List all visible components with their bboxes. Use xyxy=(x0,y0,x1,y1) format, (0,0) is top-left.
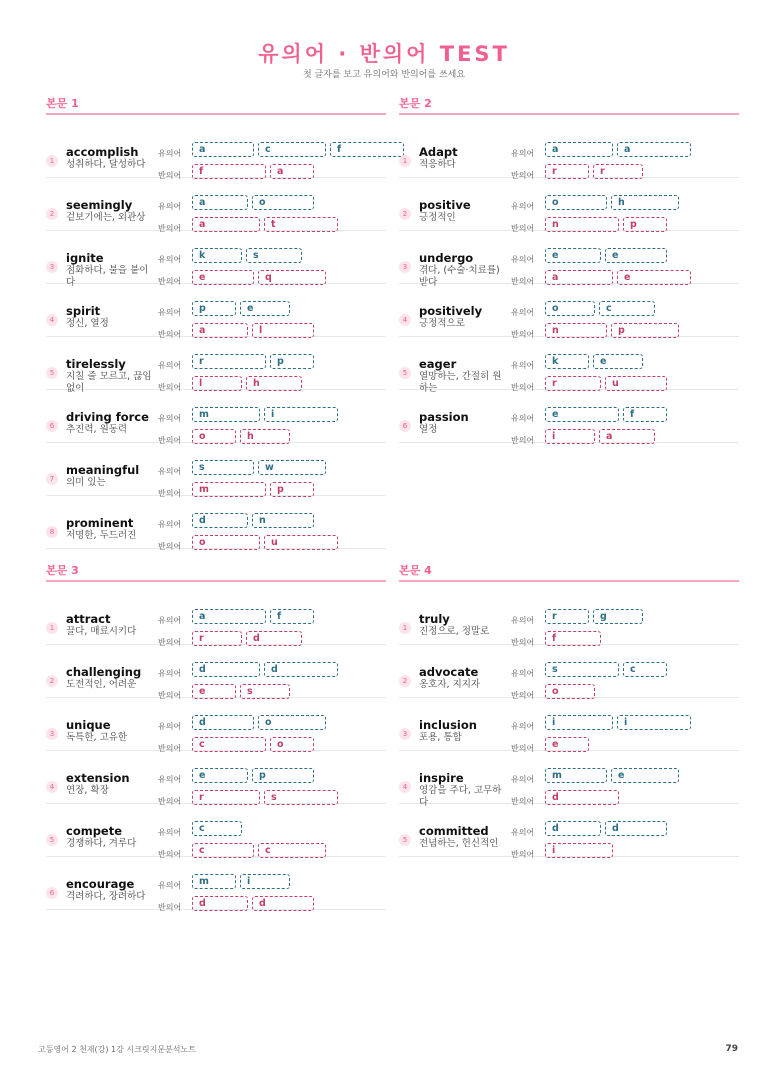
antonym-label: 반의어 xyxy=(511,744,535,753)
vocab-word: attract xyxy=(66,612,111,626)
vocab-item xyxy=(46,178,386,231)
synonym-label: 유의어 xyxy=(158,255,182,264)
antonym-label: 반의어 xyxy=(511,224,535,233)
section-heading: 본문 4 xyxy=(399,562,739,582)
vocab-meaning: 긍정적으로 xyxy=(419,318,465,329)
antonym-answer-box[interactable]: f xyxy=(192,164,266,179)
vocab-meaning: 적응하다 xyxy=(419,159,456,170)
antonym-answer-box[interactable]: d xyxy=(192,896,248,911)
synonym-label: 유의어 xyxy=(158,414,182,423)
vocab-item xyxy=(399,231,739,288)
item-number: 1 xyxy=(399,622,411,634)
antonym-answer-box[interactable]: f xyxy=(545,631,601,646)
item-number: 5 xyxy=(399,834,411,846)
synonym-answer-box[interactable]: e xyxy=(545,248,601,263)
synonym-boxes xyxy=(192,874,294,891)
antonym-answer-box[interactable]: i xyxy=(545,429,595,444)
vocab-meaning: 독특한, 고유한 xyxy=(66,732,128,743)
item-number: 5 xyxy=(399,367,411,379)
vocab-meaning: 연장, 확장 xyxy=(66,785,109,796)
synonym-answer-box[interactable]: d xyxy=(192,513,248,528)
vocab-meaning: 열망하는, 간절히 원하는 xyxy=(419,371,502,394)
synonym-answer-box[interactable]: i xyxy=(545,715,613,730)
item-number: 6 xyxy=(46,420,58,432)
synonym-answer-box[interactable]: n xyxy=(252,513,314,528)
antonym-answer-box[interactable]: d xyxy=(252,896,314,911)
antonym-label: 반의어 xyxy=(158,171,182,180)
synonym-boxes xyxy=(545,354,647,371)
antonym-answer-box[interactable]: d xyxy=(545,790,619,805)
synonym-boxes xyxy=(192,768,318,785)
synonym-answer-box[interactable]: d xyxy=(264,662,338,677)
antonym-label: 반의어 xyxy=(158,224,182,233)
item-number: 1 xyxy=(46,622,58,634)
item-number: 6 xyxy=(46,887,58,899)
vocab-item xyxy=(399,645,739,698)
page-title: 유의어 · 반의어 TEST xyxy=(258,42,510,66)
vocab-item xyxy=(46,390,386,443)
synonym-answer-box[interactable]: a xyxy=(192,195,248,210)
synonym-answer-box[interactable]: w xyxy=(258,460,326,475)
antonym-answer-box[interactable]: u xyxy=(264,535,338,550)
synonym-answer-box[interactable]: f xyxy=(623,407,667,422)
item-number: 3 xyxy=(46,728,58,740)
item-number: 2 xyxy=(46,208,58,220)
synonym-label: 유의어 xyxy=(511,616,535,625)
item-number: 4 xyxy=(399,314,411,326)
antonym-answer-box[interactable]: a xyxy=(192,323,248,338)
synonym-answer-box[interactable]: o xyxy=(545,301,595,316)
item-number: 8 xyxy=(46,526,58,538)
antonym-boxes xyxy=(545,843,617,860)
synonym-boxes xyxy=(545,768,683,785)
vocab-word: challenging xyxy=(66,665,142,679)
antonym-answer-box[interactable]: o xyxy=(192,535,260,550)
antonym-boxes xyxy=(192,896,318,913)
synonym-label: 유의어 xyxy=(158,616,182,625)
antonym-label: 반의어 xyxy=(158,903,182,912)
item-number: 7 xyxy=(46,473,58,485)
vocab-meaning: 도전적인, 어려운 xyxy=(66,679,137,690)
vocab-item xyxy=(46,284,386,337)
synonym-boxes xyxy=(545,821,671,838)
synonym-boxes xyxy=(192,662,342,679)
item-number: 4 xyxy=(46,781,58,793)
antonym-answer-box[interactable]: s xyxy=(264,790,338,805)
synonym-answer-box[interactable]: a xyxy=(617,142,691,157)
synonym-answer-box[interactable]: e xyxy=(593,354,643,369)
vocab-meaning: 의미 있는 xyxy=(66,477,106,488)
synonym-answer-box[interactable]: e xyxy=(605,248,667,263)
vocab-meaning: 영감을 주다, 고무하다 xyxy=(419,785,502,808)
synonym-label: 유의어 xyxy=(158,520,182,529)
vocab-item xyxy=(399,390,739,443)
item-number: 2 xyxy=(399,208,411,220)
synonym-answer-box[interactable]: c xyxy=(192,821,242,836)
antonym-answer-box[interactable]: e xyxy=(192,270,254,285)
vocab-word: inclusion xyxy=(419,718,477,732)
antonym-label: 반의어 xyxy=(511,277,535,286)
synonym-boxes xyxy=(545,142,695,159)
antonym-answer-box[interactable]: p xyxy=(611,323,679,338)
vocab-item xyxy=(399,337,739,394)
synonym-answer-box[interactable]: f xyxy=(330,142,404,157)
item-number: 4 xyxy=(46,314,58,326)
section-heading: 본문 3 xyxy=(46,562,386,582)
vocab-meaning: 진정으로, 정말로 xyxy=(419,626,490,637)
section-heading: 본문 1 xyxy=(46,95,386,115)
antonym-answer-box[interactable]: r xyxy=(545,164,589,179)
synonym-label: 유의어 xyxy=(511,828,535,837)
item-number: 3 xyxy=(399,728,411,740)
synonym-label: 유의어 xyxy=(511,255,535,264)
synonym-answer-box[interactable]: g xyxy=(593,609,643,624)
vocab-word: tirelessly xyxy=(66,357,126,371)
synonym-boxes xyxy=(192,513,318,530)
synonym-answer-box[interactable]: e xyxy=(611,768,679,783)
synonym-answer-box[interactable]: a xyxy=(545,142,613,157)
antonym-label: 반의어 xyxy=(511,797,535,806)
antonym-answer-box[interactable]: l xyxy=(192,376,242,391)
vocab-word: extension xyxy=(66,771,130,785)
synonym-answer-box[interactable]: r xyxy=(545,609,589,624)
vocab-meaning: 긍정적인 xyxy=(419,212,456,223)
synonym-label: 유의어 xyxy=(511,414,535,423)
synonym-label: 유의어 xyxy=(158,467,182,476)
synonym-answer-box[interactable]: a xyxy=(192,142,254,157)
synonym-boxes xyxy=(192,354,318,371)
antonym-answer-box[interactable]: c xyxy=(192,737,266,752)
synonym-label: 유의어 xyxy=(511,149,535,158)
vocab-item xyxy=(46,592,386,645)
synonym-label: 유의어 xyxy=(158,775,182,784)
vocab-meaning: 지칠 줄 모르고, 끊임없이 xyxy=(66,371,152,394)
vocab-item xyxy=(46,496,386,549)
antonym-answer-box[interactable]: o xyxy=(545,684,595,699)
antonym-answer-box[interactable]: e xyxy=(192,684,236,699)
vocab-word: compete xyxy=(66,824,123,838)
synonym-answer-box[interactable]: i xyxy=(240,874,290,889)
synonym-answer-box[interactable]: a xyxy=(192,609,266,624)
antonym-answer-box[interactable]: p xyxy=(623,217,667,232)
synonym-boxes xyxy=(545,715,695,732)
vocab-word: positively xyxy=(419,304,483,318)
vocab-meaning: 겪다, (수술·치료를) 받다 xyxy=(419,265,500,288)
antonym-answer-box[interactable]: l xyxy=(252,323,314,338)
antonym-answer-box[interactable]: i xyxy=(545,843,613,858)
section-4 xyxy=(399,562,739,857)
item-number: 6 xyxy=(399,420,411,432)
vocab-meaning: 성취하다, 달성하다 xyxy=(66,159,146,170)
synonym-answer-box[interactable]: h xyxy=(611,195,679,210)
synonym-boxes xyxy=(192,609,318,626)
vocab-word: Adapt xyxy=(419,145,458,159)
synonym-answer-box[interactable]: m xyxy=(545,768,607,783)
vocab-item xyxy=(399,178,739,231)
antonym-answer-box[interactable]: h xyxy=(240,429,290,444)
vocab-word: undergo xyxy=(419,251,474,265)
antonym-answer-box[interactable]: e xyxy=(617,270,691,285)
synonym-answer-box[interactable]: o xyxy=(252,195,314,210)
antonym-label: 반의어 xyxy=(158,489,182,498)
vocab-item xyxy=(399,698,739,751)
synonym-boxes xyxy=(545,662,671,679)
vocab-item xyxy=(399,804,739,857)
synonym-label: 유의어 xyxy=(158,828,182,837)
antonym-boxes xyxy=(545,429,659,446)
synonym-boxes xyxy=(192,195,318,212)
synonym-answer-box[interactable]: k xyxy=(545,354,589,369)
synonym-answer-box[interactable]: c xyxy=(258,142,326,157)
antonym-answer-box[interactable]: t xyxy=(264,217,338,232)
antonym-answer-box[interactable]: c xyxy=(192,843,254,858)
vocab-meaning: 전념하는, 헌신적인 xyxy=(419,838,499,849)
item-number: 2 xyxy=(46,675,58,687)
synonym-boxes xyxy=(192,407,342,424)
synonym-answer-box[interactable]: m xyxy=(192,874,236,889)
vocab-item xyxy=(46,645,386,698)
synonym-label: 유의어 xyxy=(158,881,182,890)
antonym-answer-box[interactable]: r xyxy=(192,631,242,646)
vocab-word: seemingly xyxy=(66,198,133,212)
synonym-label: 유의어 xyxy=(511,308,535,317)
antonym-answer-box[interactable]: m xyxy=(192,482,266,497)
synonym-label: 유의어 xyxy=(158,149,182,158)
antonym-label: 반의어 xyxy=(158,850,182,859)
antonym-label: 반의어 xyxy=(158,330,182,339)
synonym-boxes xyxy=(192,460,330,477)
synonym-label: 유의어 xyxy=(511,361,535,370)
vocab-item xyxy=(46,698,386,751)
synonym-label: 유의어 xyxy=(158,202,182,211)
vocab-meaning: 격려하다, 장려하다 xyxy=(66,891,146,902)
synonym-boxes xyxy=(192,248,306,265)
antonym-label: 반의어 xyxy=(158,383,182,392)
antonym-answer-box[interactable]: n xyxy=(545,323,607,338)
item-number: 5 xyxy=(46,367,58,379)
antonym-label: 반의어 xyxy=(511,638,535,647)
vocab-word: committed xyxy=(419,824,489,838)
synonym-label: 유의어 xyxy=(511,669,535,678)
section-1 xyxy=(46,95,386,549)
page-subtitle: 첫 글자를 보고 유의어와 반의어를 쓰세요 xyxy=(302,70,466,80)
antonym-boxes xyxy=(192,535,342,552)
synonym-answer-box[interactable]: c xyxy=(623,662,667,677)
antonym-answer-box[interactable]: a xyxy=(599,429,655,444)
synonym-answer-box[interactable]: s xyxy=(246,248,302,263)
vocab-item xyxy=(46,443,386,496)
vocab-item xyxy=(46,804,386,857)
antonym-label: 반의어 xyxy=(511,691,535,700)
antonym-answer-box[interactable]: a xyxy=(545,270,613,285)
vocab-item xyxy=(399,125,739,178)
synonym-boxes xyxy=(545,248,671,265)
synonym-answer-box[interactable]: s xyxy=(545,662,619,677)
section-heading: 본문 2 xyxy=(399,95,739,115)
synonym-label: 유의어 xyxy=(158,722,182,731)
antonym-label: 반의어 xyxy=(511,383,535,392)
antonym-label: 반의어 xyxy=(511,330,535,339)
vocab-meaning: 끌다, 매료시키다 xyxy=(66,626,137,637)
synonym-label: 유의어 xyxy=(511,202,535,211)
antonym-answer-box[interactable]: a xyxy=(270,164,314,179)
synonym-boxes xyxy=(192,821,246,838)
vocab-item xyxy=(399,592,739,645)
vocab-meaning: 추진력, 원동력 xyxy=(66,424,128,435)
antonym-answer-box[interactable]: n xyxy=(545,217,619,232)
synonym-boxes xyxy=(192,715,330,732)
antonym-answer-box[interactable]: o xyxy=(192,429,236,444)
vocab-word: advocate xyxy=(419,665,479,679)
synonym-answer-box[interactable]: o xyxy=(545,195,607,210)
synonym-label: 유의어 xyxy=(158,669,182,678)
vocab-word: unique xyxy=(66,718,111,732)
antonym-label: 반의어 xyxy=(511,436,535,445)
antonym-label: 반의어 xyxy=(158,744,182,753)
synonym-answer-box[interactable]: i xyxy=(617,715,691,730)
vocab-item xyxy=(399,284,739,337)
synonym-answer-box[interactable]: e xyxy=(240,301,290,316)
synonym-answer-box[interactable]: d xyxy=(192,715,254,730)
synonym-label: 유의어 xyxy=(511,775,535,784)
vocab-meaning: 정신, 열정 xyxy=(66,318,109,329)
synonym-answer-box[interactable]: f xyxy=(270,609,314,624)
antonym-label: 반의어 xyxy=(511,850,535,859)
antonym-label: 반의어 xyxy=(158,691,182,700)
synonym-answer-box[interactable]: p xyxy=(192,301,236,316)
antonym-answer-box[interactable]: o xyxy=(270,737,314,752)
vocab-word: driving force xyxy=(66,410,149,424)
vocab-meaning: 옹호자, 지지자 xyxy=(419,679,481,690)
page-number: 79 xyxy=(725,1044,738,1054)
vocab-word: meaningful xyxy=(66,463,140,477)
synonym-label: 유의어 xyxy=(158,361,182,370)
antonym-label: 반의어 xyxy=(158,436,182,445)
antonym-label: 반의어 xyxy=(158,277,182,286)
synonym-answer-box[interactable]: r xyxy=(192,354,266,369)
vocab-item xyxy=(46,231,386,288)
vocab-word: positive xyxy=(419,198,471,212)
vocab-word: encourage xyxy=(66,877,135,891)
synonym-answer-box[interactable]: e xyxy=(545,407,619,422)
vocab-word: inspire xyxy=(419,771,464,785)
item-number: 2 xyxy=(399,675,411,687)
item-number: 3 xyxy=(46,261,58,273)
antonym-answer-box[interactable]: a xyxy=(192,217,260,232)
synonym-answer-box[interactable]: d xyxy=(545,821,601,836)
synonym-answer-box[interactable]: i xyxy=(264,407,338,422)
vocab-item xyxy=(46,751,386,804)
synonym-boxes xyxy=(545,609,647,626)
antonym-answer-box[interactable]: r xyxy=(545,376,601,391)
item-number: 3 xyxy=(399,261,411,273)
antonym-answer-box[interactable]: c xyxy=(258,843,326,858)
synonym-boxes xyxy=(545,407,671,424)
vocab-word: ignite xyxy=(66,251,104,265)
synonym-answer-box[interactable]: d xyxy=(605,821,667,836)
section-3 xyxy=(46,562,386,910)
item-number: 5 xyxy=(46,834,58,846)
antonym-answer-box[interactable]: e xyxy=(545,737,589,752)
vocab-meaning: 저명한, 두드러진 xyxy=(66,530,137,541)
vocab-meaning: 포용, 통합 xyxy=(419,732,462,743)
antonym-answer-box[interactable]: p xyxy=(270,482,314,497)
antonym-answer-box[interactable]: h xyxy=(246,376,302,391)
synonym-boxes xyxy=(545,195,683,212)
antonym-answer-box[interactable]: u xyxy=(605,376,667,391)
synonym-label: 유의어 xyxy=(511,722,535,731)
synonym-answer-box[interactable]: o xyxy=(258,715,326,730)
footer-text: 고등영어 2 천재(강) 1강 시크릿지문분석노트 xyxy=(38,1045,196,1054)
item-number: 4 xyxy=(399,781,411,793)
vocab-word: spirit xyxy=(66,304,101,318)
antonym-answer-box[interactable]: r xyxy=(192,790,260,805)
synonym-answer-box[interactable]: e xyxy=(192,768,248,783)
vocab-meaning: 경쟁하다, 겨루다 xyxy=(66,838,137,849)
antonym-label: 반의어 xyxy=(158,542,182,551)
synonym-boxes xyxy=(545,301,659,318)
synonym-answer-box[interactable]: k xyxy=(192,248,242,263)
section-2 xyxy=(399,95,739,443)
item-number: 1 xyxy=(46,155,58,167)
vocab-item xyxy=(399,751,739,808)
antonym-answer-box[interactable]: d xyxy=(246,631,302,646)
antonym-answer-box[interactable]: r xyxy=(593,164,643,179)
vocab-word: prominent xyxy=(66,516,134,530)
vocab-meaning: 점화하다, 불을 붙이다 xyxy=(66,265,149,288)
synonym-label: 유의어 xyxy=(158,308,182,317)
synonym-answer-box[interactable]: d xyxy=(192,662,260,677)
vocab-meaning: 열정 xyxy=(419,424,438,435)
vocab-word: eager xyxy=(419,357,457,371)
synonym-answer-box[interactable]: p xyxy=(270,354,314,369)
vocab-item xyxy=(46,857,386,910)
vocab-word: accomplish xyxy=(66,145,139,159)
synonym-boxes xyxy=(192,142,408,159)
synonym-answer-box[interactable]: p xyxy=(252,768,314,783)
vocab-word: truly xyxy=(419,612,450,626)
antonym-label: 반의어 xyxy=(158,797,182,806)
antonym-label: 반의어 xyxy=(511,171,535,180)
antonym-answer-box[interactable]: s xyxy=(240,684,290,699)
vocab-meaning: 겉보기에는, 외관상 xyxy=(66,212,146,223)
synonym-answer-box[interactable]: m xyxy=(192,407,260,422)
synonym-answer-box[interactable]: s xyxy=(192,460,254,475)
synonym-boxes xyxy=(192,301,294,318)
vocab-item xyxy=(46,337,386,394)
synonym-answer-box[interactable]: c xyxy=(599,301,655,316)
antonym-label: 반의어 xyxy=(158,638,182,647)
antonym-answer-box[interactable]: q xyxy=(258,270,326,285)
vocab-word: passion xyxy=(419,410,469,424)
vocab-item xyxy=(46,125,386,178)
item-number: 1 xyxy=(399,155,411,167)
